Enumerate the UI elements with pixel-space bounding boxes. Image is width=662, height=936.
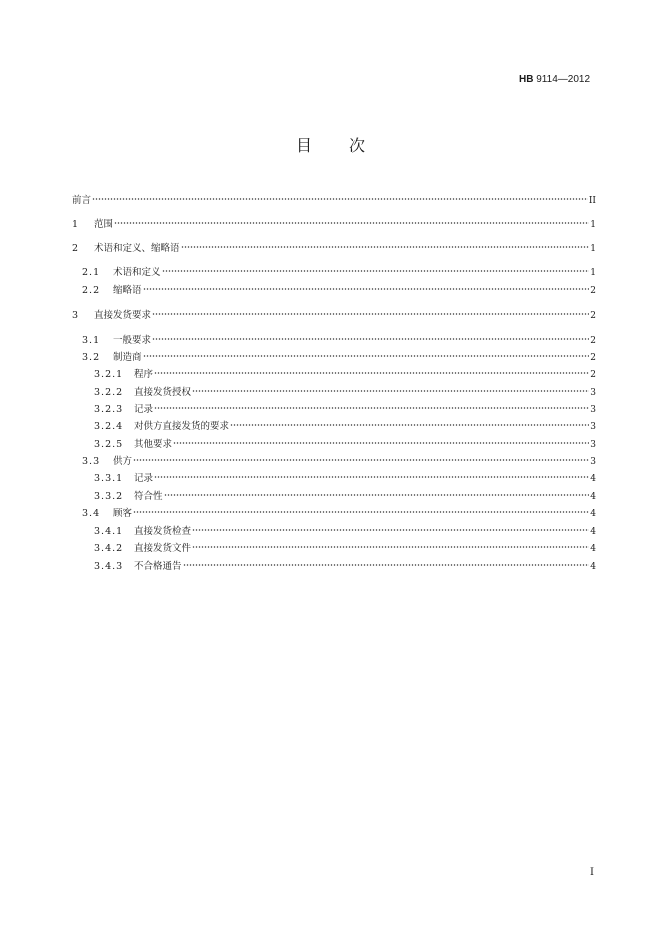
toc-entry-number: 3.3 xyxy=(82,456,101,467)
toc-entry-number: 3.2.2 xyxy=(94,387,124,398)
toc-entry-3-2-2[interactable] xyxy=(94,381,596,398)
toc-entry-number: 3 xyxy=(72,310,80,321)
toc-entry-label: 制造商 xyxy=(113,352,142,363)
toc-entry-page: 4 xyxy=(590,544,596,554)
toc-entry-3-2[interactable] xyxy=(82,346,596,363)
toc-entry-label: 顾客 xyxy=(113,508,133,519)
toc-entry-label: 一般要求 xyxy=(113,335,152,346)
toc-entry-label: 术语和定义、缩略语 xyxy=(94,243,180,254)
toc-title xyxy=(0,133,662,156)
toc-entry-label: 程序 xyxy=(134,369,154,380)
toc-entry-3-2-4[interactable] xyxy=(94,415,596,432)
toc-entry-3-4-2[interactable] xyxy=(94,537,596,554)
toc-entry-label: 范围 xyxy=(94,219,114,230)
toc-entry-page: 4 xyxy=(590,527,596,537)
toc-entry-number: 1 xyxy=(72,219,80,230)
leader-dots xyxy=(192,537,589,551)
toc-entry-label: 对供方直接发货的要求 xyxy=(134,421,230,432)
toc-entry-label: 术语和定义 xyxy=(113,267,161,278)
toc-entry-number: 3.2.3 xyxy=(94,404,124,415)
leader-dots xyxy=(133,450,589,464)
toc-entry-page: 1 xyxy=(590,220,596,230)
leader-dots xyxy=(152,329,589,343)
leader-dots xyxy=(162,261,590,275)
leader-dots xyxy=(173,433,589,447)
toc-entry-page: 1 xyxy=(590,244,596,254)
toc-entry-3-4-3[interactable] xyxy=(94,555,596,572)
toc-entry-label: 直接发货检查 xyxy=(134,526,192,537)
toc-entry-number: 3.2.5 xyxy=(94,439,124,450)
leader-dots xyxy=(230,415,589,429)
toc-entry-2-2[interactable] xyxy=(82,279,596,296)
toc-entry-3-4[interactable] xyxy=(82,502,596,519)
toc-entry-page: 2 xyxy=(590,353,596,363)
toc-entry-3-3-2[interactable] xyxy=(94,485,596,502)
toc-entry-3[interactable] xyxy=(72,304,596,321)
toc-entry-page: 4 xyxy=(590,562,596,572)
toc-entry-number: 2.2 xyxy=(82,285,101,296)
toc-entry-label: 直接发货文件 xyxy=(134,543,192,554)
toc-entry-3-2-5[interactable] xyxy=(94,433,596,450)
toc-entry-3-2-3[interactable] xyxy=(94,398,596,415)
toc-entry-page: 3 xyxy=(590,388,596,398)
toc-entry-label: 前言 xyxy=(72,195,92,206)
toc-entry-number: 3.2.4 xyxy=(94,421,124,432)
leader-dots xyxy=(154,398,589,412)
toc-entry-page: 4 xyxy=(590,492,596,502)
toc-entry-page: 3 xyxy=(590,440,596,450)
leader-dots xyxy=(143,346,590,360)
toc-entry-3-3[interactable] xyxy=(82,450,596,467)
toc-entry-2[interactable] xyxy=(72,237,596,254)
leader-dots xyxy=(154,363,589,377)
toc-entry-1[interactable] xyxy=(72,213,596,230)
toc-entry-3-3-1[interactable] xyxy=(94,467,596,484)
leader-dots xyxy=(192,381,589,395)
toc-entry-page: II xyxy=(588,196,596,206)
leader-dots xyxy=(154,467,589,481)
page-number: I xyxy=(590,867,594,878)
toc-entry-3-2-1[interactable] xyxy=(94,363,596,380)
toc-entry-label: 其他要求 xyxy=(134,439,173,450)
leader-dots xyxy=(92,189,588,203)
toc-entry-page: 3 xyxy=(590,457,596,467)
toc-entry-page: 3 xyxy=(590,405,596,415)
leader-dots xyxy=(133,502,589,516)
leader-dots xyxy=(183,555,590,569)
toc-entry-label: 不合格通告 xyxy=(134,561,182,572)
toc-entry-2-1[interactable] xyxy=(82,261,596,278)
toc-entry-label: 记录 xyxy=(134,404,154,415)
toc-entry-number: 3.4.3 xyxy=(94,561,124,572)
toc-entry-foreword[interactable] xyxy=(72,189,596,206)
standard-prefix: HB xyxy=(519,74,534,85)
toc-entry-number: 3.1 xyxy=(82,335,101,346)
leader-dots xyxy=(192,520,589,534)
toc-entry-number: 3.2.1 xyxy=(94,369,124,380)
toc-entry-page: 2 xyxy=(590,286,596,296)
toc-entry-number: 3.4.1 xyxy=(94,526,124,537)
standard-code xyxy=(519,74,590,85)
leader-dots xyxy=(114,213,589,227)
leader-dots xyxy=(181,237,590,251)
standard-number: 9114—2012 xyxy=(536,74,590,85)
toc-entry-page: 2 xyxy=(590,370,596,380)
leader-dots xyxy=(164,485,590,499)
toc-entry-label: 直接发货授权 xyxy=(134,387,192,398)
toc-entry-3-4-1[interactable] xyxy=(94,520,596,537)
toc-entry-label: 供方 xyxy=(113,456,133,467)
toc-entry-3-1[interactable] xyxy=(82,329,596,346)
toc-entry-number: 2.1 xyxy=(82,267,101,278)
toc-entry-page: 4 xyxy=(590,509,596,519)
toc-entry-number: 3.3.2 xyxy=(94,491,124,502)
toc-entry-number: 3.3.1 xyxy=(94,473,124,484)
toc-entry-label: 符合性 xyxy=(134,491,163,502)
toc-entry-page: 2 xyxy=(590,311,596,321)
leader-dots xyxy=(143,279,590,293)
toc-entry-label: 缩略语 xyxy=(113,285,142,296)
toc-title-char-2: 次 xyxy=(349,136,367,155)
toc-entry-number: 3.4.2 xyxy=(94,543,124,554)
leader-dots xyxy=(152,304,589,318)
toc-entry-number: 2 xyxy=(72,243,80,254)
toc-entry-label: 直接发货要求 xyxy=(94,310,152,321)
toc-entry-page: 3 xyxy=(590,422,596,432)
toc-entry-page: 1 xyxy=(590,268,596,278)
toc-entry-label: 记录 xyxy=(134,473,154,484)
toc-entry-page: 4 xyxy=(590,474,596,484)
toc-entry-number: 3.2 xyxy=(82,352,101,363)
toc-title-char-1: 目 xyxy=(295,136,313,155)
toc-entry-page: 2 xyxy=(590,336,596,346)
toc-entry-number: 3.4 xyxy=(82,508,101,519)
